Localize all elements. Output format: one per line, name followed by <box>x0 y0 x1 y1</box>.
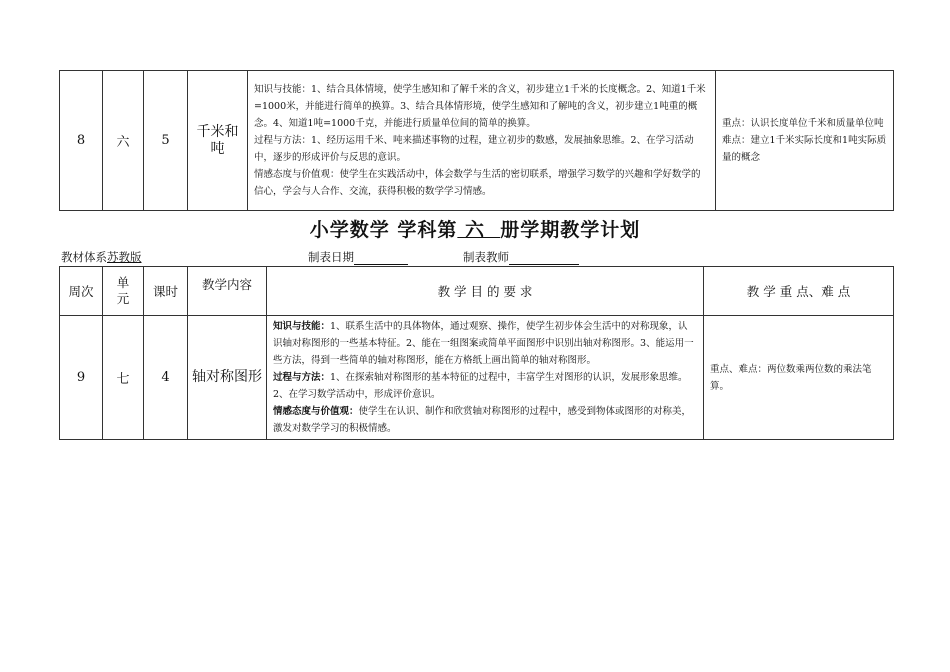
header-hours: 课时 <box>144 267 188 316</box>
title-grade: 六 <box>464 219 485 241</box>
goal-attitude: 情感态度与价值观：使学生在认识、制作和欣赏轴对称图形的过程中，感受到物体或图形的对称美，激发对数学学习的积极情感。 <box>273 406 692 434</box>
key-points-cell: 重点、难点：两位数乘两位数的乘法笔算。 <box>704 316 894 440</box>
goal-process: 过程与方法：1、经历运用千米、吨来描述事物的过程，建立初步的数感，发展抽象思维。2、在学习活动中，逐步的形成评价与反思的意识。 <box>254 135 694 163</box>
teacher-field <box>463 249 579 265</box>
goals-cell <box>248 71 716 211</box>
content-cell: 千米和吨 <box>188 71 248 211</box>
week-cell: 9 <box>60 316 103 440</box>
header-key: 教 学 重 点、难 点 <box>704 267 894 316</box>
teacher-label: 制表教师 <box>463 250 509 264</box>
header-row <box>60 267 894 316</box>
textbook-value: 苏教版 <box>107 250 142 264</box>
title-suffix: 册学期教学计划 <box>500 219 641 241</box>
content-cell: 轴对称图形 <box>188 316 267 440</box>
date-blank <box>354 252 408 265</box>
goals-cell <box>267 316 704 440</box>
table-row <box>60 316 894 440</box>
textbook-label: 教材体系 <box>61 250 107 264</box>
textbook-field <box>61 249 190 265</box>
teacher-blank <box>509 252 579 265</box>
date-label: 制表日期 <box>308 250 354 264</box>
key-point: 重点：认识长度单位千米和质量单位吨 <box>722 118 884 129</box>
header-week: 周次 <box>60 267 103 316</box>
week-cell: 8 <box>60 71 103 211</box>
key-points-cell <box>716 71 894 211</box>
title-prefix: 小学数学 学科第 <box>309 219 458 241</box>
difficult-point: 难点：建立1千米实际长度和1吨实际质量的概念 <box>722 135 887 163</box>
page-title <box>0 215 950 242</box>
table-row <box>60 71 894 211</box>
header-content: 教学内容 <box>188 267 267 316</box>
goal-knowledge: 知识与技能：1、结合具体情境，使学生感知和了解千米的含义，初步建立1千米的长度概念。2、知道1千米=1000米，并能进行简单的换算。3、结合具体情形境，使学生感知和了解吨的含义，初步建立1吨重的概念。4、知道1吨=1000千克，并能进行质量单位间的简单的换算。 <box>254 84 706 129</box>
unit-cell: 七 <box>103 316 144 440</box>
goal-knowledge: 知识与技能：1、联系生活中的具体物体，通过观察、操作，使学生初步体会生活中的对称现象，认识轴对称图形的一些基本特征。2、能在一组图案或简单平面图形中识别出轴对称图形。3、能运用一些方法，得到一些简单的轴对称图形，能在方格纸上画出简单的轴对称图形。 <box>273 321 694 366</box>
unit-cell: 六 <box>103 71 144 211</box>
plan-table <box>59 266 894 440</box>
goal-process: 过程与方法：1、在探索轴对称图形的基本特征的过程中，丰富学生对图形的认识，发展形象思维。2、在学习数学活动中，形成评价意识。 <box>273 372 688 400</box>
hours-cell: 5 <box>144 71 188 211</box>
header-goals: 教 学 目 的 要 求 <box>267 267 704 316</box>
previous-plan-table <box>59 70 894 211</box>
date-field <box>308 249 408 265</box>
header-unit: 单元 <box>103 267 144 316</box>
goal-attitude: 情感态度与价值观：使学生在实践活动中，体会数学与生活的密切联系，增强学习数学的兴趣和学好数学的信心，学会与人合作、交流，获得积极的数学学习情感。 <box>254 169 701 197</box>
hours-cell: 4 <box>144 316 188 440</box>
